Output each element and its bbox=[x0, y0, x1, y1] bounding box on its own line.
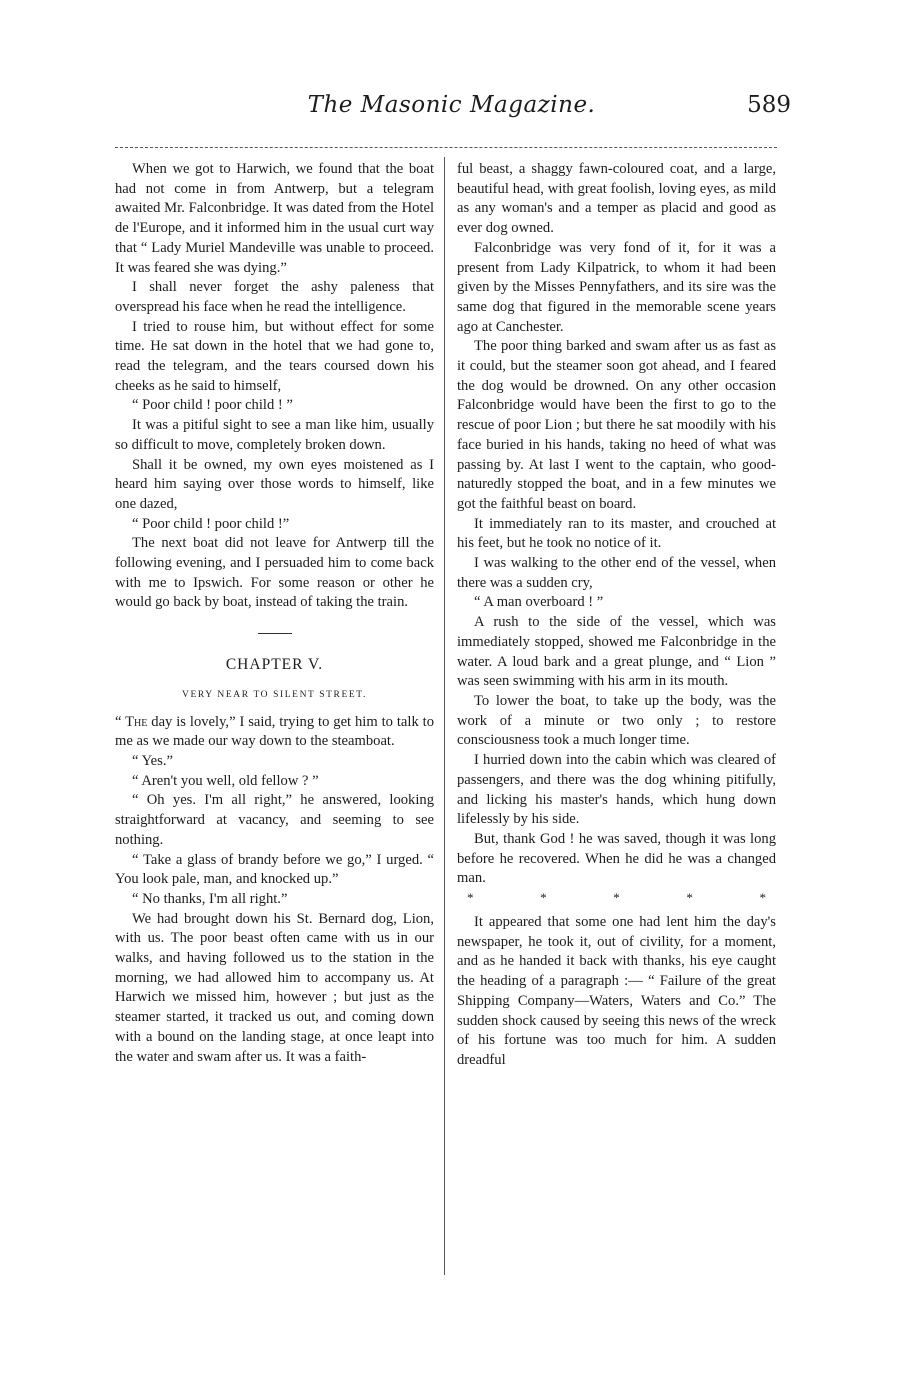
paragraph: “ Oh yes. I'm all right,” he answered, looking straightforward at vacancy, and seeming to see nothing. bbox=[115, 792, 434, 848]
left-paragraphs-after bbox=[115, 752, 434, 1067]
paragraph: “ A man overboard ! ” bbox=[474, 594, 604, 611]
page-number: 589 bbox=[747, 92, 791, 118]
paragraph: The next boat did not leave for Antwerp till the following evening, and I persuaded him to come back with me to Ipswich. For some reason or other he would go back by boat, instead of taking the train. bbox=[115, 535, 434, 611]
paragraph: When we got to Harwich, we found that the boat had not come in from Antwerp, but a telegram awaited Mr. Falconbridge. It was dated from the Hotel de l'Europe, and it informed him in the usual curt way that “ Lady Muriel Mandeville was unable to proceed. It was feared she was dying.” bbox=[115, 161, 434, 276]
paragraph: We had brought down his St. Bernard dog, Lion, with us. The poor beast often came with us in our walks, and having followed us to the station in the morning, we had allowed him to accompany us. At Harwich we missed him, however ; but just as the steamer started, it tracked us out, and coming down with a bound on the landing stage, at once leapt into the water and swam after us. It was a faith- bbox=[115, 910, 434, 1065]
chapter-opening-word: “ The bbox=[115, 713, 148, 730]
paragraph: “ Yes.” bbox=[132, 752, 173, 769]
star-separator: * bbox=[686, 890, 693, 906]
paragraph: “ No thanks, I'm all right.” bbox=[132, 890, 288, 907]
star-separator: * bbox=[613, 890, 620, 906]
section-divider-rule bbox=[258, 633, 292, 634]
paragraph: I was walking to the other end of the vessel, when there was a sudden cry, bbox=[457, 555, 776, 591]
paragraph: “ Aren't you well, old fellow ? ” bbox=[132, 772, 319, 789]
paragraph: “ Poor child ! poor child !” bbox=[132, 515, 290, 532]
paragraph: “ Poor child ! poor child ! ” bbox=[132, 397, 293, 414]
paragraph: Shall it be owned, my own eyes moistened as I heard him saying over those words to himself, like one dazed, bbox=[115, 456, 434, 512]
star-separator: * bbox=[759, 890, 766, 906]
paragraph: “ Take a glass of brandy before we go,” I urged. “ You look pale, man, and knocked up.” bbox=[115, 851, 434, 888]
paragraph: It was a pitiful sight to see a man like him, usually so difficult to move, completely broken down. bbox=[115, 417, 434, 453]
chapter-first-paragraph bbox=[115, 713, 434, 752]
right-paragraphs-after-stars bbox=[457, 913, 776, 1071]
continued-paragraph: ful beast, a shaggy fawn-coloured coat, and a large, beautiful head, with great foolish, loving eyes, as mild as any woman's and a temper as placid and good as ever dog owned. bbox=[457, 161, 776, 237]
paragraph: Falconbridge was very fond of it, for it was a present from Lady Kilpatrick, to whom it had been given by the Misses Pennyfathers, and its sire was the same dog that figured in the memorable scene years ago at Canchester. bbox=[457, 239, 776, 335]
section-break-stars bbox=[457, 889, 776, 907]
paragraph: A rush to the side of the vessel, which was immediately stopped, showed me Falconbridge in the water. A loud bark and a great plunge, and “ Lion ” was seen swimming with his arm in its mouth. bbox=[457, 614, 776, 690]
column-divider bbox=[444, 157, 445, 1275]
paragraph: The poor thing barked and swam after us as fast as it could, but the steamer soon got ahead, and I feared the dog would be drowned. On any other occasion Falconbridge would have been the first to go to the rescue of poor Lion ; but there he sat moodily with his face buried in his hands, taking no heed of what was passing by. At last I went to the captain, who good-naturedly stopped the boat, and in a few minutes we got the faithful beast on board. bbox=[457, 338, 776, 512]
chapter-subtitle: VERY NEAR TO SILENT STREET. bbox=[182, 689, 367, 700]
left-paragraphs-before bbox=[115, 160, 434, 613]
paragraph: It appeared that some one had lent him the day's newspaper, he took it, out of civility, for a moment, and as he handed it back with thanks, his eye caught the heading of a paragraph :— “ Failure of the great Shipping Company—Waters, Waters and Co.” The sudden shock caused by seeing this news of the wreck of his fortune was too much for him. A sudden dreadful bbox=[457, 914, 776, 1068]
paragraph: I hurried down into the cabin which was cleared of passengers, and there was the dog whining pitifully, and licking his master's hands, which hung down lifelessly by his side. bbox=[457, 752, 776, 828]
right-paragraphs-before-stars bbox=[457, 239, 776, 889]
paragraph: I shall never forget the ashy paleness that overspread his face when he read the intelligence. bbox=[115, 279, 434, 315]
left-column bbox=[115, 160, 434, 1067]
paragraph: It immediately ran to its master, and crouched at his feet, but he took no notice of it. bbox=[457, 515, 776, 552]
star-separator: * bbox=[467, 890, 474, 906]
star-separator: * bbox=[540, 890, 547, 906]
chapter-title: CHAPTER V. bbox=[225, 656, 324, 674]
chapter-first-paragraph-text: day is lovely,” I said, trying to get him to talk to me as we made our way down to the steamboat. bbox=[115, 713, 435, 750]
right-column bbox=[457, 160, 776, 1071]
paragraph: But, thank God ! he was saved, though it was long before he recovered. When he did he was a changed man. bbox=[457, 830, 776, 887]
paragraph: To lower the boat, to take up the body, was the work of a minute or two only ; to restore consciousness took a much longer time. bbox=[457, 692, 776, 749]
header-rule bbox=[115, 147, 777, 148]
running-header-title: The Masonic Magazine. bbox=[307, 92, 596, 118]
paragraph: I tried to rouse him, but without effect for some time. He sat down in the hotel that we had gone to, read the telegram, and the tears coursed down his cheeks as he said to himself, bbox=[115, 318, 434, 394]
